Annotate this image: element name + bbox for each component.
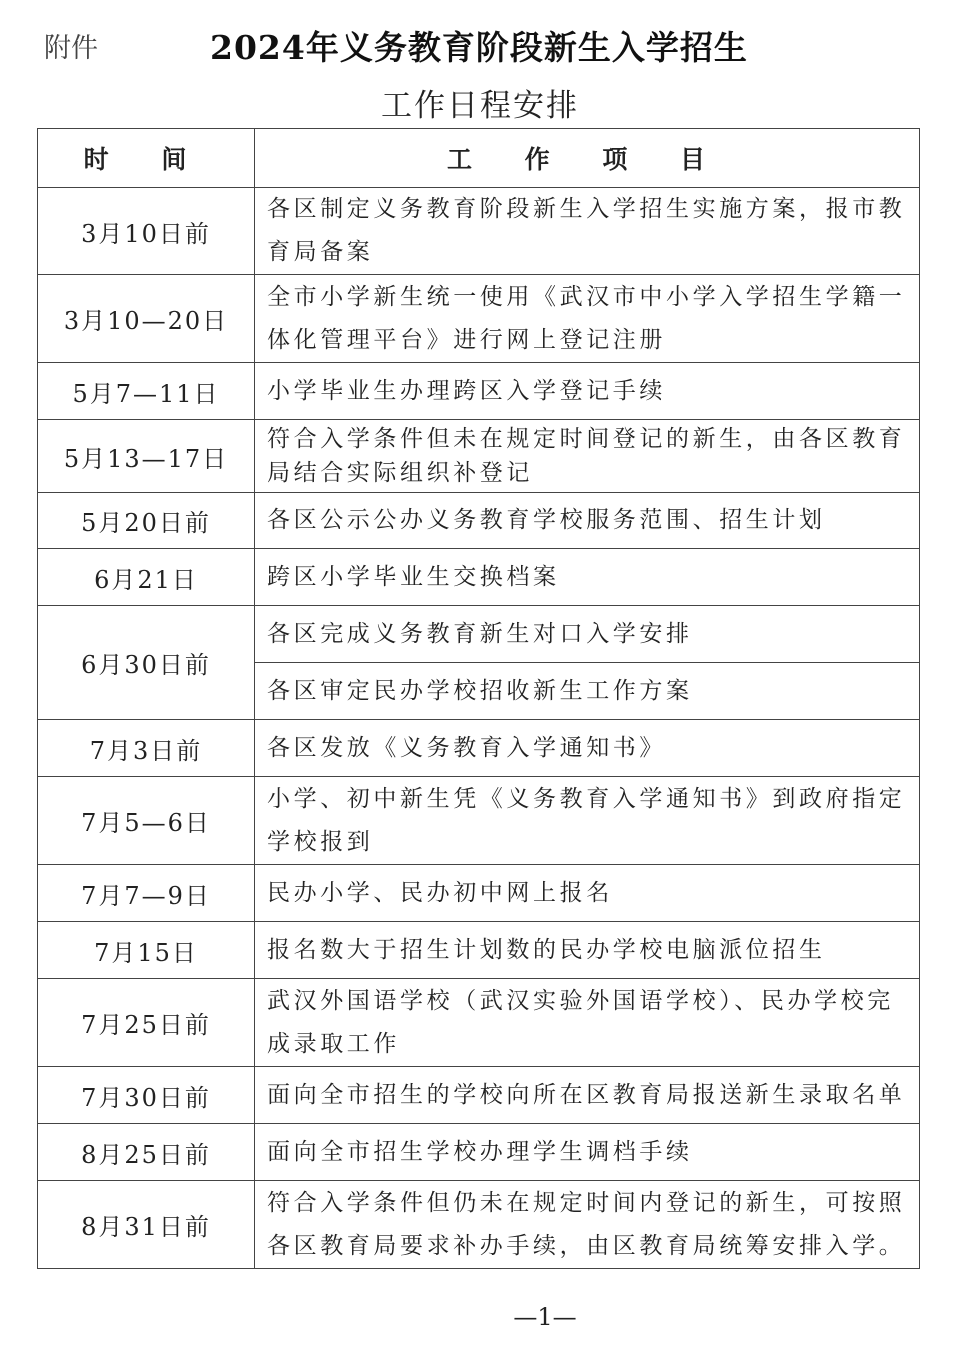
page-number: —1— — [513, 1303, 577, 1331]
row-work-item: 各区发放《义务教育入学通知书》 — [255, 720, 920, 777]
table-row — [38, 1124, 920, 1181]
row-date: 3月10日前 — [38, 188, 255, 275]
row-date: 8月25日前 — [38, 1124, 255, 1181]
table-row — [38, 922, 920, 979]
table-row — [38, 188, 920, 275]
table-row — [38, 420, 920, 493]
row-work-item: 符合入学条件但仍未在规定时间内登记的新生，可按照各区教育局要求补办手续，由区教育局统筹安排入学。 — [255, 1181, 920, 1269]
row-date: 8月31日前 — [38, 1181, 255, 1269]
row-work-item: 各区公示公办义务教育学校服务范围、招生计划 — [255, 493, 920, 549]
table-row — [38, 1067, 920, 1124]
row-work-item: 武汉外国语学校（武汉实验外国语学校）、民办学校完成录取工作 — [255, 979, 920, 1067]
row-work-item: 小学、初中新生凭《义务教育入学通知书》到政府指定学校报到 — [255, 777, 920, 865]
row-date: 7月15日 — [38, 922, 255, 979]
row-work-item: 全市小学新生统一使用《武汉市中小学入学招生学籍一体化管理平台》进行网上登记注册 — [255, 275, 920, 363]
table-row — [38, 606, 920, 663]
schedule-table — [37, 128, 920, 1269]
row-work-item: 面向全市招生的学校向所在区教育局报送新生录取名单 — [255, 1067, 920, 1124]
table-row — [38, 1181, 920, 1269]
header-time: 时 间 — [38, 129, 255, 188]
row-date: 7月5—6日 — [38, 777, 255, 865]
table-row — [38, 720, 920, 777]
row-date: 6月21日 — [38, 549, 255, 606]
row-date: 3月10—20日 — [38, 275, 255, 363]
row-date: 5月13—17日 — [38, 420, 255, 493]
row-date: 7月3日前 — [38, 720, 255, 777]
row-date: 6月30日前 — [38, 606, 255, 720]
row-work-item: 跨区小学毕业生交换档案 — [255, 549, 920, 606]
row-date: 5月7—11日 — [38, 363, 255, 420]
row-work-item: 符合入学条件但未在规定时间登记的新生，由各区教育局结合实际组织补登记 — [255, 420, 920, 493]
row-date: 5月20日前 — [38, 493, 255, 549]
table-row — [38, 493, 920, 549]
row-date: 7月30日前 — [38, 1067, 255, 1124]
row-work-item: 各区完成义务教育新生对口入学安排 — [255, 606, 920, 663]
table-row — [38, 549, 920, 606]
row-work-item: 民办小学、民办初中网上报名 — [255, 865, 920, 922]
table-row — [38, 865, 920, 922]
table-row — [38, 275, 920, 363]
row-date: 7月7—9日 — [38, 865, 255, 922]
table-row — [38, 363, 920, 420]
row-work-item: 各区制定义务教育阶段新生入学招生实施方案，报市教育局备案 — [255, 188, 920, 275]
row-work-item: 各区审定民办学校招收新生工作方案 — [255, 663, 920, 720]
document-title-line2: 工作日程安排 — [381, 88, 579, 124]
row-date: 7月25日前 — [38, 979, 255, 1067]
header-work-item: 工 作 项 目 — [255, 129, 920, 188]
document-title-line1: 2024年义务教育阶段新生入学招生 — [210, 28, 748, 67]
row-work-item: 报名数大于招生计划数的民办学校电脑派位招生 — [255, 922, 920, 979]
attachment-label: 附件 — [44, 33, 98, 64]
row-work-item: 小学毕业生办理跨区入学登记手续 — [255, 363, 920, 420]
table-row — [38, 777, 920, 865]
row-work-item: 面向全市招生学校办理学生调档手续 — [255, 1124, 920, 1181]
table-row — [38, 979, 920, 1067]
